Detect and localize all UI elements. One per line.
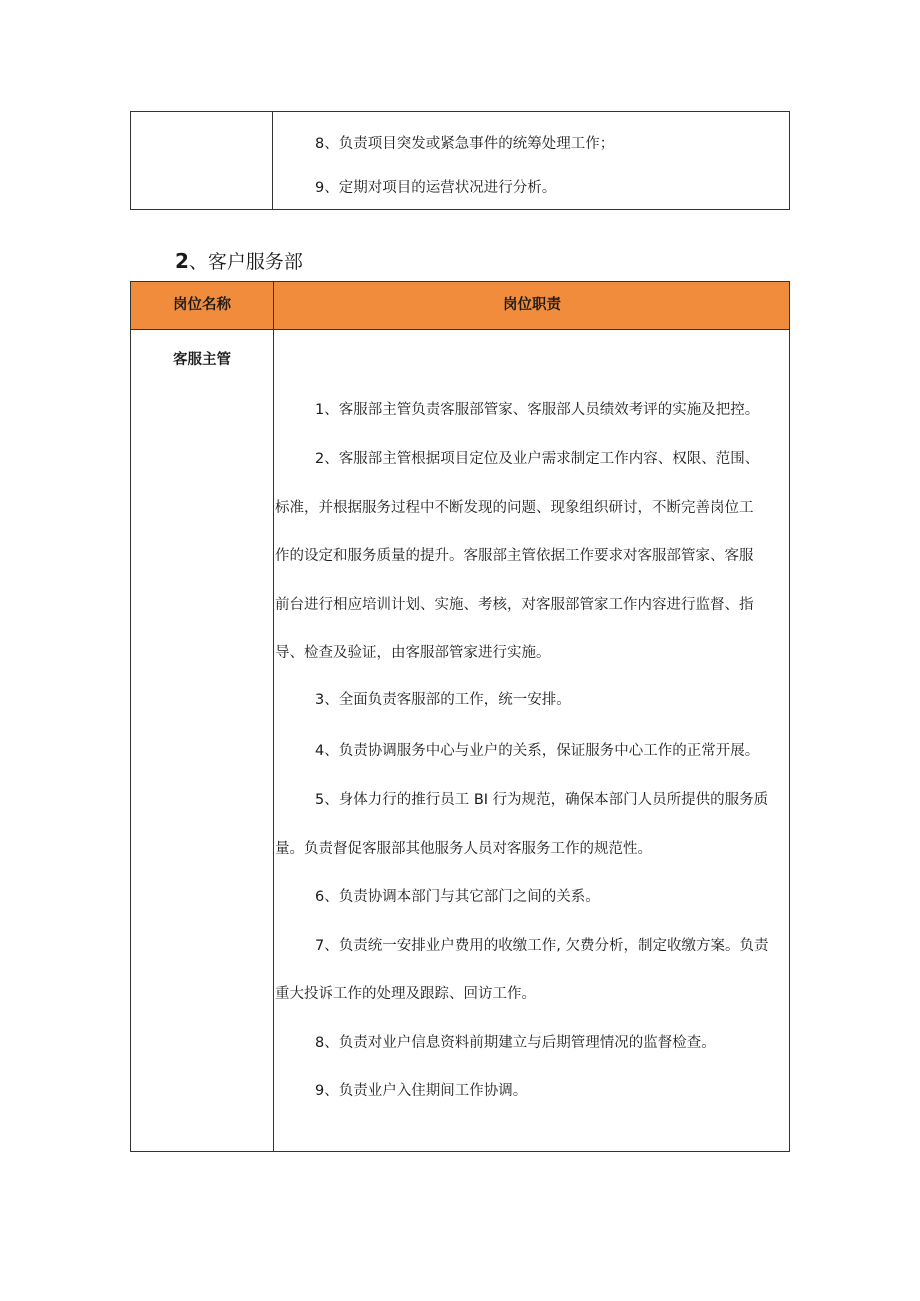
duty-line: 作的设定和服务质量的提升。客服部主管依据工作要求对客服部管家、客服: [275, 548, 754, 564]
duty-line: 4、负责协调服务中心与业户的关系，保证服务中心工作的正常开展。: [315, 743, 760, 759]
continuation-line-8: 8、负责项目突发或紧急事件的统筹处理工作；: [315, 136, 615, 152]
duty-line: 标准，并根据服务过程中不断发现的问题、现象组织研讨，不断完善岗位工: [275, 500, 754, 516]
duty-line: 导、检查及验证，由客服部管家进行实施。: [275, 645, 551, 661]
duty-line: 3、全面负责客服部的工作，统一安排。: [315, 692, 571, 708]
header-duties: 岗位职责: [503, 297, 561, 313]
duty-line: 9、负责业户入住期间工作协调。: [315, 1083, 528, 1099]
duty-line: 7、负责统一安排业户费用的收缴工作, 欠费分析，制定收缴方案。负责: [315, 938, 769, 954]
duty-line: 2、客服部主管根据项目定位及业户需求制定工作内容、权限、范围、: [315, 451, 760, 467]
section-number: 2: [175, 249, 189, 273]
duty-line: 8、负责对业户信息资料前期建立与后期管理情况的监督检查。: [315, 1035, 716, 1051]
duty-line: 6、负责协调本部门与其它部门之间的关系。: [315, 889, 600, 905]
continuation-line-9: 9、定期对项目的运营状况进行分析。: [315, 180, 557, 196]
position-name-cell: 客服主管: [173, 352, 231, 368]
section-title: 、客户服务部: [188, 251, 303, 273]
duty-line: 量。负责督促客服部其他服务人员对客服务工作的规范性。: [275, 841, 652, 857]
duty-line: 重大投诉工作的处理及跟踪、回访工作。: [275, 986, 536, 1002]
duty-line: 1、客服部主管负责客服部管家、客服部人员绩效考评的实施及把控。: [315, 402, 760, 418]
continuation-table: [130, 111, 790, 210]
header-position-name: 岗位名称: [173, 297, 231, 313]
section-heading: [175, 247, 303, 274]
continuation-empty-cell: [131, 112, 273, 209]
duty-line: 前台进行相应培训计划、实施、考核，对客服部管家工作内容进行监督、指: [275, 597, 754, 613]
table-header-row: [131, 282, 789, 330]
duty-line: 5、身体力行的推行员工 BI 行为规范，确保本部门人员所提供的服务质: [315, 792, 769, 808]
duty-table: [130, 281, 790, 1152]
column-divider: [273, 330, 274, 1151]
